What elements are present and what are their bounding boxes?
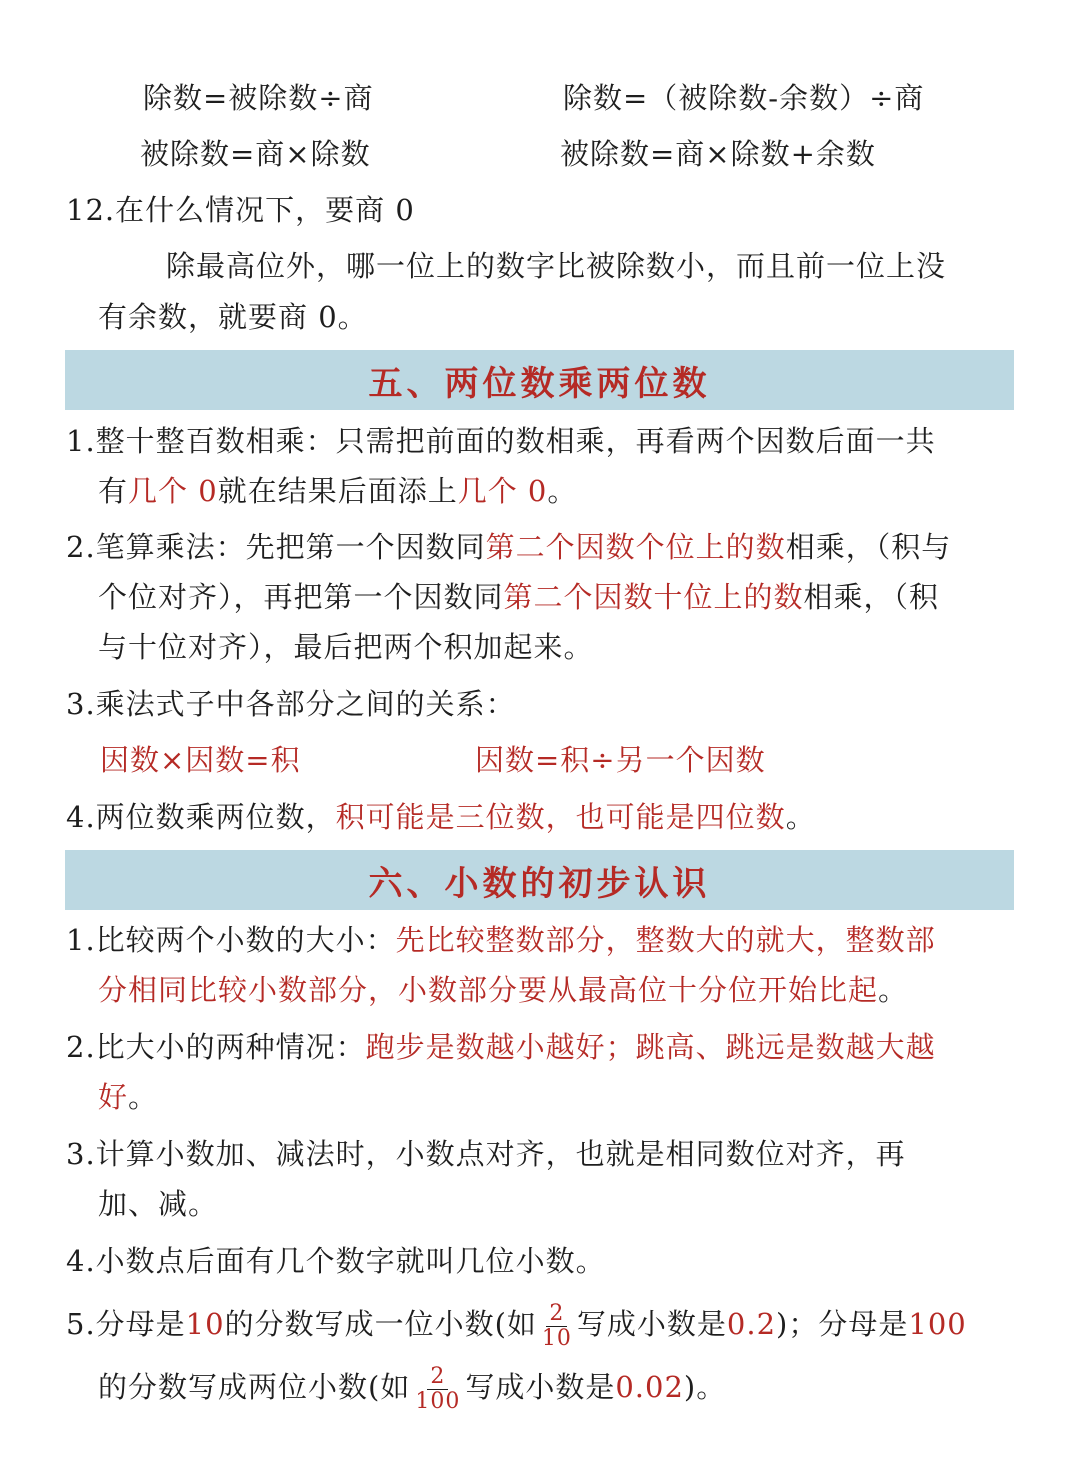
s6-item2-line1: 2.比大小的两种情况：跑步是数越小越好；跳高、跳远是数越大越	[66, 1030, 936, 1064]
s5-item2-line2: 个位对齐），再把第一个因数同第二个因数十位上的数相乘，（积	[98, 580, 940, 614]
formula-divisor-1: 除数=被除数÷商	[143, 81, 374, 115]
s5-item3-formula1: 因数×因数=积	[100, 743, 301, 777]
formula-divisor-2: 除数=（被除数-余数）÷商	[563, 81, 925, 115]
section6-title: 六、小数的初步认识	[368, 863, 711, 904]
section6-header	[65, 850, 1014, 910]
s5-item2-line3: 与十位对齐），最后把两个积加起来。	[98, 630, 594, 664]
s6-item3-line2: 加、减。	[98, 1187, 219, 1221]
s6-item1-line1: 1.比较两个小数的大小：先比较整数部分，整数大的就大，整数部	[66, 923, 936, 957]
section5-header	[65, 350, 1014, 410]
item12-title: 12.在什么情况下，要商 0	[66, 193, 415, 227]
item12-line1: 除最高位外，哪一位上的数字比被除数小，而且前一位上没	[166, 249, 947, 283]
s6-item4-line1: 4.小数点后面有几个数字就叫几位小数。	[66, 1244, 606, 1278]
fraction-2-100: $\frac{2}{100}$	[415, 1363, 461, 1414]
fraction-2-10: $\frac{2}{10}$	[541, 1300, 572, 1351]
s6-item2-line2: 好。	[98, 1080, 159, 1114]
formula-dividend-2: 被除数=商×除数+余数	[560, 137, 876, 171]
s6-item1-line2: 分相同比较小数部分，小数部分要从最高位十分位开始比起。	[98, 973, 909, 1007]
section5-title: 五、两位数乘两位数	[368, 363, 711, 404]
s5-item4-line1: 4.两位数乘两位数，积可能是三位数，也可能是四位数。	[66, 800, 816, 834]
s5-item2-line1: 2.笔算乘法：先把第一个因数同第二个因数个位上的数相乘，（积与	[66, 530, 952, 564]
s6-item3-line1: 3.计算小数加、减法时，小数点对齐，也就是相同数位对齐，再	[66, 1137, 906, 1171]
formula-dividend-1: 被除数=商×除数	[140, 137, 371, 171]
s5-item1-line1: 1.整十整百数相乘：只需把前面的数相乘，再看两个因数后面一共	[66, 424, 936, 458]
s5-item3-formula2: 因数=积÷另一个因数	[475, 743, 766, 777]
s5-item3-line1: 3.乘法式子中各部分之间的关系：	[66, 687, 516, 721]
s6-item5-line2: 的分数写成两位小数(如 $\frac{2}{100}$ 写成小数是0.02)。	[98, 1363, 727, 1414]
s6-item5-line1: 5.分母是10的分数写成一位小数(如 $\frac{2}{10}$ 写成小数是0.2)；分母是100	[66, 1300, 967, 1351]
s5-item1-line2: 有几个 0就在结果后面添上几个 0。	[98, 474, 578, 508]
item12-line2: 有余数，就要商 0。	[98, 300, 368, 334]
